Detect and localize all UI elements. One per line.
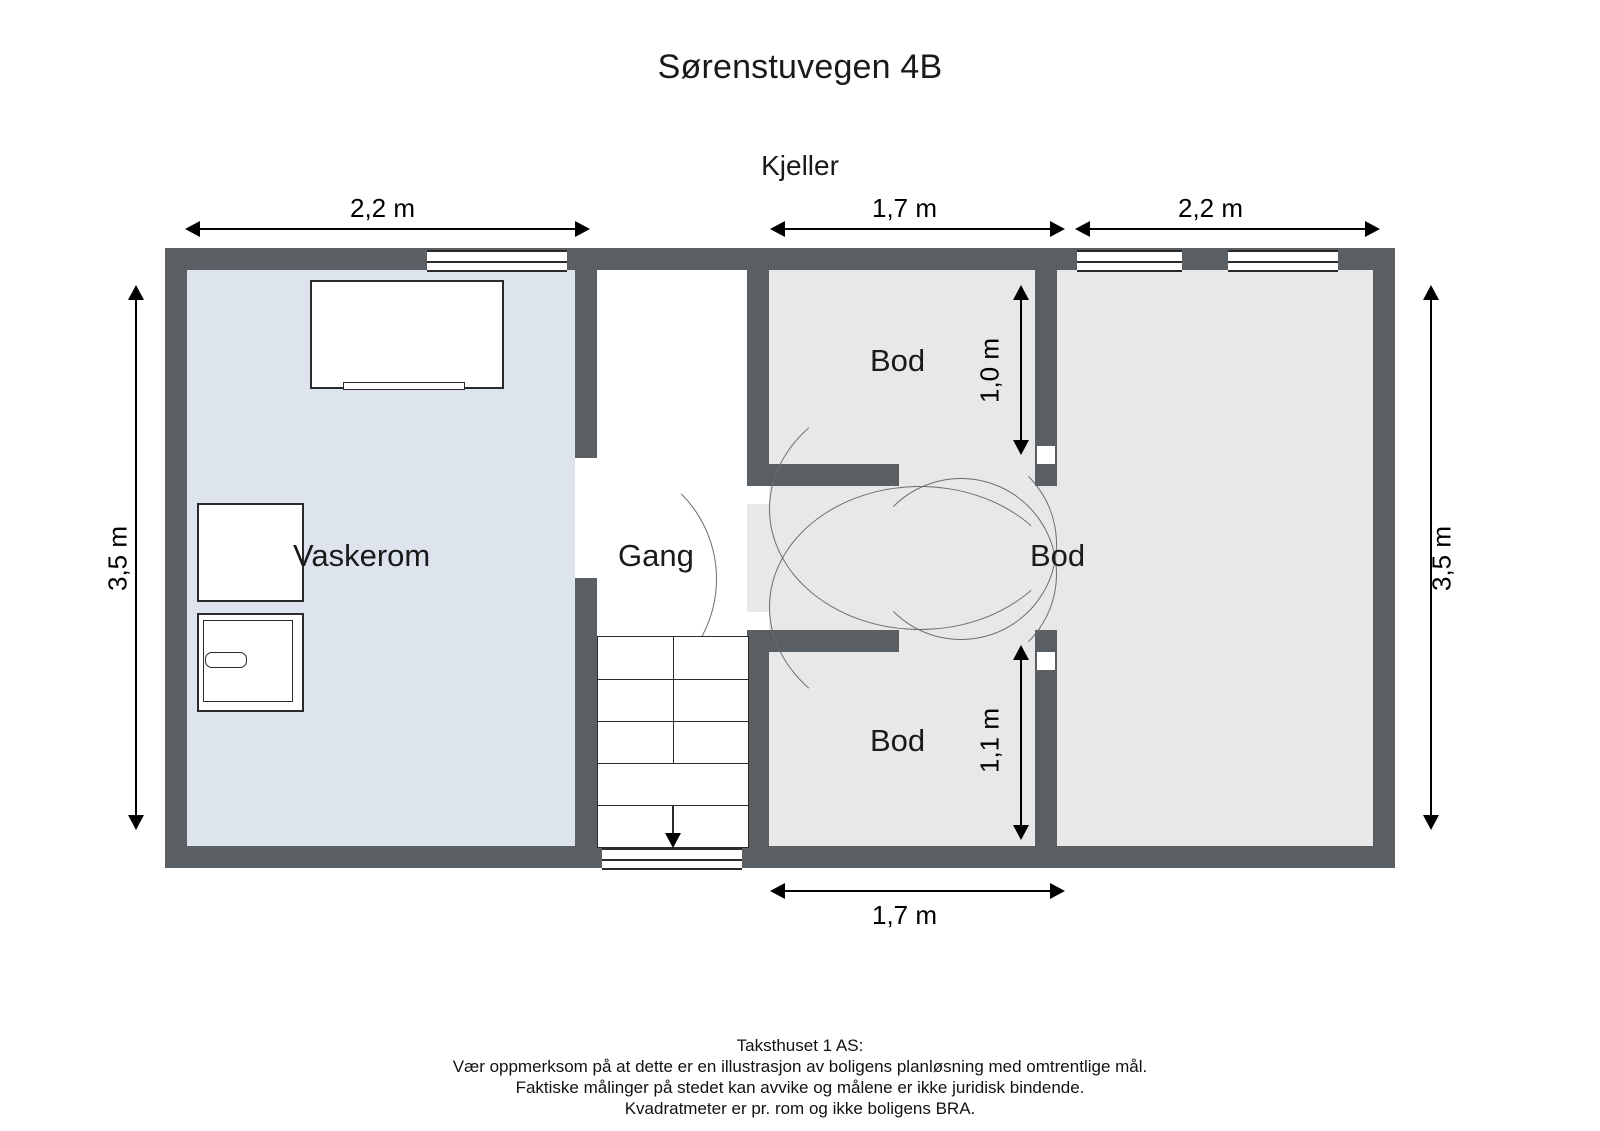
dim-arrow: [1423, 815, 1439, 830]
stair-arrow-head: [665, 833, 681, 848]
wall-left: [165, 248, 187, 868]
window-top-right: [1228, 250, 1338, 272]
stair-arrow-shaft: [672, 805, 674, 835]
room-label-bod-top: Bod: [870, 343, 926, 378]
room-label-bod-bottom: Bod: [870, 723, 926, 758]
dim-label-top-right: 2,2 m: [1178, 193, 1244, 223]
dim-label-bod-bottom: 1,1 m: [974, 707, 1005, 774]
dim-arrow: [1365, 221, 1380, 237]
dim-arrow: [185, 221, 200, 237]
dim-arrow: [128, 815, 144, 830]
wall-top: [165, 248, 1395, 270]
stair-step: [598, 763, 748, 764]
footer-line-2: Vær oppmerksom på at dette er en illustrasjon av boligens planløsning med omtrentlige mål.: [452, 1057, 1148, 1076]
footer-line-3: Faktiske målinger på stedet kan avvike og målene er ikke juridisk bindende.: [515, 1078, 1085, 1097]
room-label-bod-mid: Bod: [1030, 538, 1086, 573]
room-fill-bod-right: [1057, 270, 1373, 846]
dim-arrow: [1050, 883, 1065, 899]
wall-gang-bod-lower: [747, 630, 769, 868]
dim-arrow: [770, 221, 785, 237]
dim-line-top-mid: [785, 228, 1050, 230]
dim-line-top-right: [1090, 228, 1365, 230]
dim-line-bottom-mid: [785, 890, 1050, 892]
dim-arrow: [1013, 285, 1029, 300]
dim-arrow: [575, 221, 590, 237]
dim-label-bod-top: 1,0 m: [974, 337, 1005, 404]
floor-plan: [165, 248, 1395, 868]
dim-arrow: [1075, 221, 1090, 237]
dim-line-left: [135, 300, 137, 815]
furniture-counter: [310, 280, 504, 389]
dim-arrow: [1013, 825, 1029, 840]
wall-bottom: [165, 846, 1395, 868]
furniture-sink: [197, 503, 304, 602]
window-bottom-gang: [602, 848, 742, 870]
door-opening-bod-bottom: [747, 612, 769, 630]
door-opening-bod-top: [747, 486, 769, 504]
dim-label-top-mid: 1,7 m: [872, 193, 938, 223]
dim-arrow: [770, 883, 785, 899]
page-title: Sørenstuvegen 4B: [657, 48, 943, 86]
room-label-gang: Gang: [618, 538, 694, 573]
stair: [597, 636, 749, 848]
wall-right: [1373, 248, 1395, 868]
stair-center-line: [673, 637, 674, 763]
dim-label-top-left: 2,2 m: [350, 193, 416, 223]
dim-arrow: [128, 285, 144, 300]
dim-line-bod-bottom: [1020, 660, 1022, 825]
door-swing-bod-right-bottom: [865, 478, 1057, 670]
dim-label-bottom-mid: 1,7 m: [872, 900, 938, 930]
dim-arrow: [1013, 440, 1029, 455]
dim-line-top-left: [200, 228, 575, 230]
dim-line-bod-top: [1020, 300, 1022, 440]
footer-disclaimer: [0, 1035, 1600, 1119]
dim-label-left: 3,5 m: [102, 525, 133, 592]
window-top-mid-right: [1077, 250, 1182, 272]
floor-label: Kjeller: [761, 150, 839, 181]
footer-line-1: Taksthuset 1 AS:: [736, 1036, 864, 1055]
footer-line-4: Kvadratmeter er pr. rom og ikke boligens BRA.: [624, 1099, 976, 1118]
furniture-counter-edge: [343, 382, 465, 390]
room-label-vaskerom: Vaskerom: [293, 538, 431, 573]
dim-label-right: 3,5 m: [1426, 525, 1457, 592]
dim-arrow: [1423, 285, 1439, 300]
dim-arrow: [1013, 645, 1029, 660]
window-top-left: [427, 250, 567, 272]
furniture-washer-handle: [205, 652, 247, 668]
dim-arrow: [1050, 221, 1065, 237]
wall-gang-bod-upper: [747, 248, 769, 486]
